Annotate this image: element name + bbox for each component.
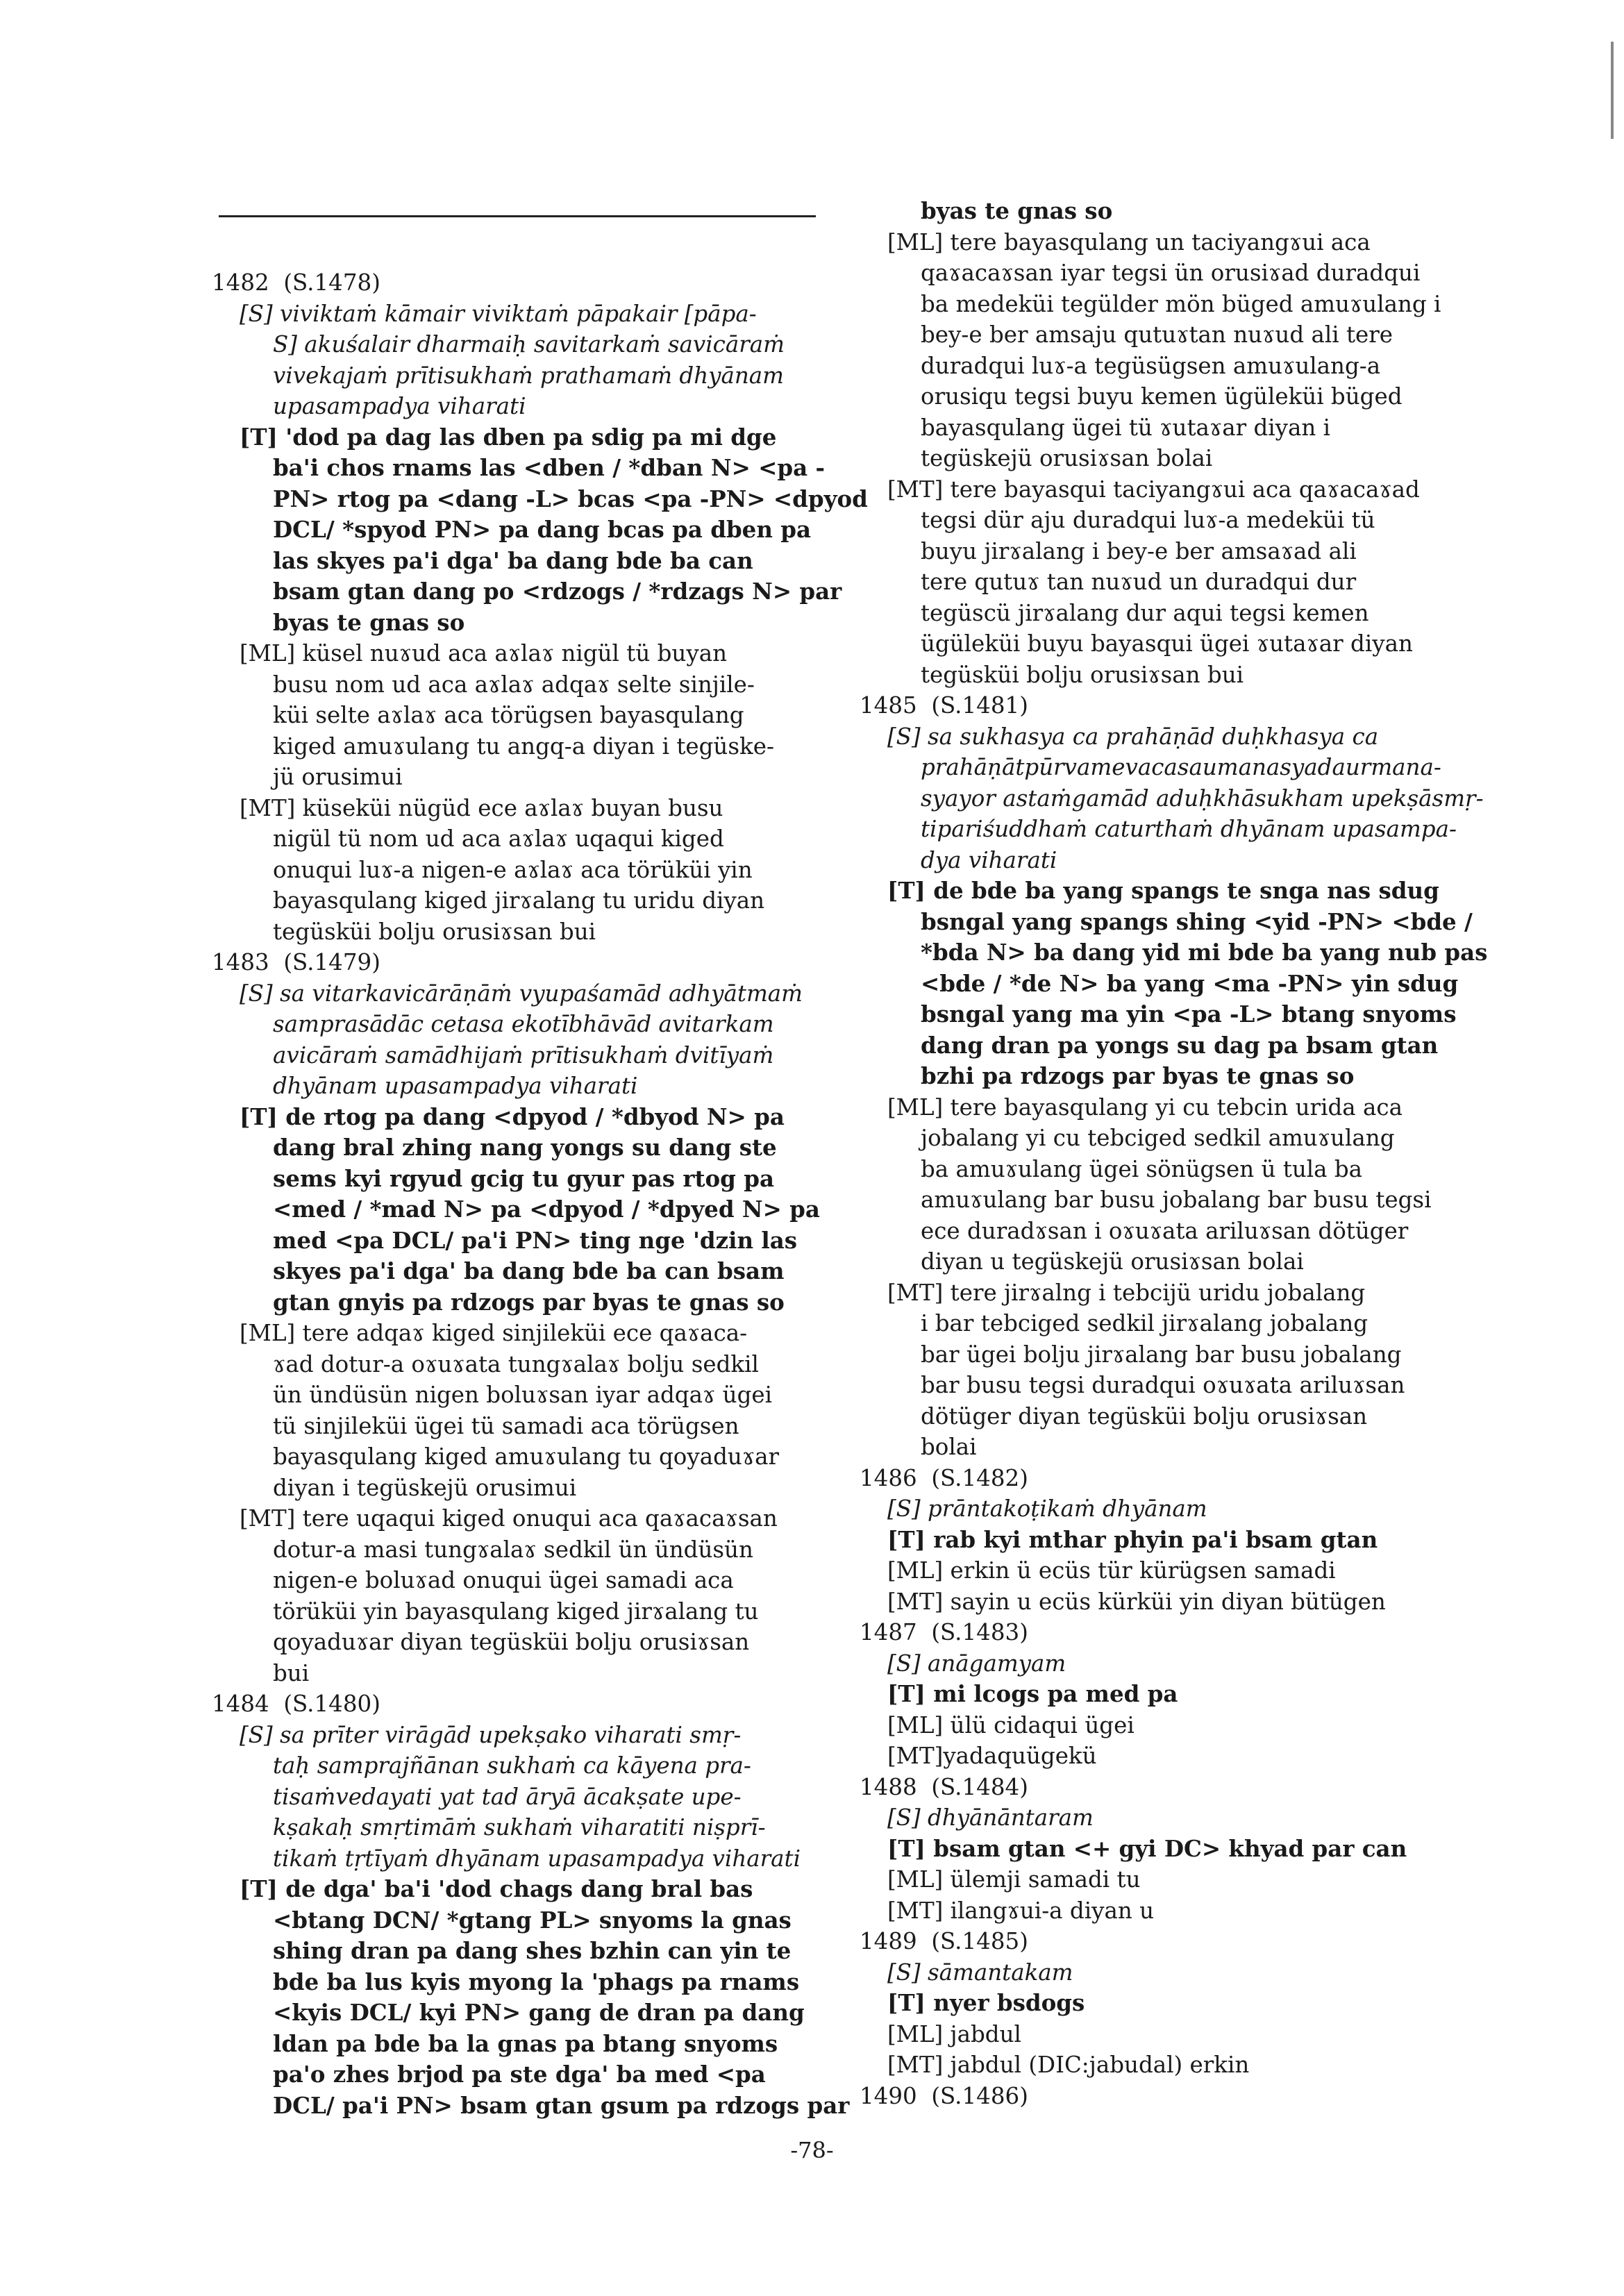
entry-text-line: DCL/ *spyod PN> pa dang bcas pa dben pa — [273, 516, 812, 543]
entry-text-line: orusiqu tegsi buyu kemen ügüleküi büged — [921, 383, 1403, 410]
entry-text-line: amuɤulang bar busu jobalang bar busu tegsi — [921, 1187, 1432, 1213]
entry-text-line: ügüleküi buyu bayasqui ügei ɤutaɤar diyan — [921, 630, 1413, 657]
entry-text-line: samprasādāc cetasa ekotībhāvād avitarkam — [273, 1011, 774, 1037]
entry-text-line: dang bral zhing nang yongs su dang ste — [273, 1134, 777, 1161]
entry-text-line: <med / *mad N> pa <dpyod / *dpyed N> pa — [273, 1196, 820, 1223]
entry-text-line: diyan u tegüskejü orusiɤsan bolai — [921, 1248, 1304, 1275]
entry-text-line: [S] dhyānāntaram — [887, 1804, 1094, 1831]
entry-number: 1486 (S.1482) — [860, 1464, 1028, 1491]
entry-text-line: [ML] erkin ü ecüs tür kürügsen samadi — [887, 1557, 1336, 1584]
entry-text-line: tegüskejü orusiɤsan bolai — [921, 445, 1213, 471]
entry-number: 1485 (S.1481) — [860, 692, 1028, 719]
entry-number: 1487 (S.1483) — [860, 1619, 1028, 1645]
entry-text-line: qoyaduɤar diyan tegüsküi bolju orusiɤsan — [273, 1629, 750, 1655]
entry-text-line: tikaṁ tṛtīyaṁ dhyānam upasampadya viharati — [273, 1845, 801, 1872]
entry-text-line: dotur-a masi tungɤalaɤ sedkil ün ündüsün — [273, 1536, 753, 1563]
entry-text-line: vivekajaṁ prītisukhaṁ prathamaṁ dhyānam — [273, 362, 784, 389]
entry-text-line: jobalang yi cu tebciged sedkil amuɤulang — [921, 1125, 1395, 1151]
entry-number: 1482 (S.1478) — [212, 269, 380, 296]
entry-text-line: sems kyi rgyud gcig tu gyur pas rtog pa — [273, 1164, 774, 1192]
entry-text-line: <btang DCN/ *gtang PL> snyoms la gnas — [273, 1906, 792, 1934]
entry-text-line: bui — [273, 1659, 310, 1686]
entry-text-line: busu nom ud aca aɤlaɤ adqaɤ selte sinjile- — [273, 671, 755, 698]
entry-text-line: [MT] sayin u ecüs kürküi yin diyan bütügen — [887, 1588, 1386, 1615]
entry-text-line: upasampadya viharati — [273, 393, 526, 419]
entry-text-line: [MT] tere uqaqui kiged onuqui aca qaɤacaɤsan — [240, 1505, 778, 1532]
entry-text-line: [ML] tere adqaɤ kiged sinjileküi ece qaɤaca- — [240, 1320, 748, 1346]
entry-text-line: avicāraṁ samādhijaṁ prītisukhaṁ dvitīyaṁ — [273, 1041, 774, 1069]
entry-text-line: PN> rtog pa <dang -L> bcas <pa -PN> <dpyod — [273, 485, 868, 512]
entry-text-line: bar ügei bolju jirɤalang bar busu jobalang — [921, 1341, 1402, 1368]
entry-text-line: tegüsküi bolju orusiɤsan bui — [273, 918, 596, 945]
entry-text-line: tisaṁvedayati yat tad āryā ācakṣate upe- — [273, 1783, 742, 1810]
entry-text-line: bsngal yang ma yin <pa -L> btang snyoms — [921, 1000, 1457, 1028]
top-rule — [219, 215, 816, 217]
entry-text-line: törüküi yin bayasqulang kiged jirɤalang tu — [273, 1598, 759, 1625]
entry-text-line: kṣakaḥ smṛtimāṁ sukhaṁ viharatiti niṣprī- — [273, 1814, 766, 1841]
entry-text-line: [S] viviktaṁ kāmair viviktaṁ pāpakair [pāpa- — [240, 300, 757, 327]
entry-number: 1489 (S.1485) — [860, 1928, 1028, 1954]
entry-text-line: bolai — [921, 1434, 977, 1460]
entry-text-line: [ML] tere bayasqulang yi cu tebcin urida aca — [887, 1093, 1403, 1121]
entry-text-line: qaɤacaɤsan iyar tegsi ün orusiɤad duradqui — [921, 260, 1421, 286]
entry-text-line: med <pa DCL/ pa'i PN> ting nge 'dzin las — [273, 1226, 798, 1254]
entry-text-line: duradqui luɤ-a tegüsügsen amuɤulang-a — [921, 352, 1381, 379]
entry-text-line: bzhi pa rdzogs par byas te gnas so — [921, 1062, 1355, 1089]
entry-text-line: [T] rab kyi mthar phyin pa'i bsam gtan — [887, 1525, 1378, 1553]
entry-text-line: [S] anāgamyam — [887, 1650, 1066, 1677]
entry-text-line: [T] de bde ba yang spangs te snga nas sdug — [887, 877, 1439, 904]
entry-text-line: [T] mi lcogs pa med pa — [887, 1680, 1178, 1707]
entry-text-line: ldan pa bde ba la gnas pa btang snyoms — [273, 2029, 778, 2057]
entry-text-line: ece duradɤsan i oɤuɤata ariluɤsan dötüger — [921, 1217, 1409, 1244]
entry-text-line: [MT] jabdul (DIC:jabudal) erkin — [887, 2052, 1250, 2078]
entry-text-line: byas te gnas so — [273, 608, 465, 636]
entry-text-line: buyu jirɤalang i bey-e ber amsaɤad ali — [921, 537, 1357, 564]
page-number: -78- — [790, 2137, 834, 2163]
entry-text-line: shing dran pa dang shes bzhin can yin te — [273, 1937, 792, 1964]
entry-text-line: S] akuśalair dharmaiḥ savitarkaṁ savicāraṁ — [273, 331, 785, 358]
entry-text-line: [ML] ülü cidaqui ügei — [887, 1711, 1135, 1738]
entry-text-line: bde ba lus kyis myong la 'phags pa rnams — [273, 1968, 800, 1995]
entry-text-line: [T] nyer bsdogs — [887, 1989, 1085, 2016]
entry-text-line: tere qutuɤ tan nuɤud un duradqui dur — [921, 569, 1357, 595]
entry-text-line: ba medeküi tegülder mön büged amuɤulang i — [921, 290, 1441, 317]
entry-text-line: gtan gnyis pa rdzogs par byas te gnas so — [273, 1288, 785, 1316]
entry-text-line: bayasqulang kiged amuɤulang tu qoyaduɤar — [273, 1443, 780, 1470]
entry-text-line: pa'o zhes brjod pa ste dga' ba med <pa — [273, 2061, 766, 2088]
entry-text-line: *bda N> ba dang yid mi bde ba yang nub pas — [921, 939, 1488, 966]
entry-text-line: ün ündüsün nigen boluɤsan iyar adqaɤ ügei — [273, 1382, 773, 1408]
entry-number: 1490 (S.1486) — [860, 2082, 1028, 2109]
entry-text-line: syayor astaṁgamād aduḥkhāsukham upekṣāsmṛ- — [921, 785, 1484, 812]
entry-text-line: [T] bsam gtan <+ gyi DC> khyad par can — [887, 1834, 1407, 1862]
entry-text-line: ba amuɤulang ügei sönügsen ü tula ba — [921, 1155, 1363, 1182]
entry-text-line: küi selte aɤlaɤ aca törügsen bayasqulang — [273, 702, 744, 728]
entry-text-line: [MT] tere bayasqui taciyangɤui aca qaɤacaɤad — [887, 476, 1420, 503]
entry-text-line: DCL/ pa'i PN> bsam gtan gsum pa rdzogs par — [273, 2091, 850, 2119]
right-column — [860, 196, 1519, 2111]
left-column — [212, 267, 868, 2121]
entry-text-line: [S] sāmantakam — [887, 1959, 1073, 1986]
entry-text-line: tipariśuddhaṁ caturthaṁ dhyānam upasampa- — [921, 816, 1457, 842]
entry-number: 1488 (S.1484) — [860, 1773, 1028, 1800]
entry-text-line: bsngal yang spangs shing <yid -PN> <bde / — [921, 907, 1473, 935]
entry-text-line: byas te gnas so — [921, 197, 1113, 224]
entry-text-line: tegsi dür aju duradqui luɤ-a medeküi tü — [921, 507, 1375, 533]
entry-text-line: dang dran pa yongs su dag pa bsam gtan — [921, 1031, 1439, 1059]
entry-text-line: ɤad dotur-a oɤuɤata tungɤalaɤ bolju sedkil — [273, 1350, 759, 1377]
entry-text-line: las skyes pa'i dga' ba dang bde ba can — [273, 546, 753, 574]
entry-text-line: bayasqulang ügei tü ɤutaɤar diyan i — [921, 414, 1331, 441]
entry-text-line: [T] 'dod pa dag las dben pa sdig pa mi dge — [240, 423, 777, 451]
entry-text-line: onuqui luɤ-a nigen-e aɤlaɤ aca törüküi yin — [273, 856, 753, 883]
entry-text-line: tü sinjileküi ügei tü samadi aca törügsen — [273, 1412, 739, 1439]
entry-text-line: <bde / *de N> ba yang <ma -PN> yin sdug — [921, 969, 1459, 997]
entry-text-line: diyan i tegüskejü orusimui — [273, 1474, 577, 1501]
entry-text-line: [MT]yadaquügekü — [887, 1743, 1097, 1769]
entry-text-line: tegüsküi bolju orusiɤsan bui — [921, 661, 1244, 688]
entry-text-line: i bar tebciged sedkil jirɤalang jobalang — [921, 1310, 1368, 1336]
entry-text-line: bar busu tegsi duradqui oɤuɤata ariluɤsan — [921, 1372, 1405, 1398]
entry-text-line: kiged amuɤulang tu angq-a diyan i tegüske- — [273, 732, 774, 760]
entry-text-line: [S] sa prīter virāgād upekṣako viharati smṛ- — [240, 1721, 742, 1748]
entry-text-line: bsam gtan dang po <rdzogs / *rdzags N> par — [273, 578, 842, 605]
entry-text-line: [T] de rtog pa dang <dpyod / *dbyod N> pa — [240, 1103, 785, 1130]
entry-text-line: taḥ samprajñānan sukhaṁ ca kāyena pra- — [273, 1752, 751, 1779]
entry-text-line: [S] sa sukhasya ca prahāṇād duḥkhasya ca — [887, 723, 1379, 750]
entry-text-line: [S] prāntakoṭikaṁ dhyānam — [887, 1495, 1207, 1522]
entry-text-line: prahāṇātpūrvamevacasaumanasyadaurmana- — [921, 754, 1441, 780]
entry-text-line: bayasqulang kiged jirɤalang tu uridu diyan — [273, 887, 765, 914]
entry-text-line: ba'i chos rnams las <dben / *dban N> <pa - — [273, 454, 825, 481]
entry-text-line: [ML] ülemji samadi tu — [887, 1866, 1141, 1893]
entry-text-line: skyes pa'i dga' ba dang bde ba can bsam — [273, 1257, 785, 1284]
entry-text-line: [T] de dga' ba'i 'dod chags dang bral bas — [240, 1875, 753, 1902]
entry-text-line: <kyis DCL/ kyi PN> gang de dran pa dang — [273, 1999, 805, 2026]
entry-text-line: [MT] ilangɤui-a diyan u — [887, 1897, 1155, 1924]
entry-text-line: tegüscü jirɤalang dur aqui tegsi kemen — [921, 599, 1369, 626]
entry-text-line: jü orusimui — [273, 764, 403, 790]
entry-text-line: [S] sa vitarkavicārāṇāṁ vyupaśamād adhyātmaṁ — [240, 980, 803, 1007]
entry-text-line: nigen-e boluɤad onuqui ügei samadi aca — [273, 1567, 734, 1593]
entry-text-line: [MT] küseküi nügüd ece aɤlaɤ buyan busu — [240, 794, 723, 821]
entry-text-line: dya viharati — [921, 846, 1057, 873]
entry-text-line: nigül tü nom ud aca aɤlaɤ uqaqui kiged — [273, 826, 724, 852]
entry-text-line: [ML] küsel nuɤud aca aɤlaɤ nigül tü buyan — [240, 640, 728, 667]
entry-number: 1483 (S.1479) — [212, 949, 380, 975]
entry-text-line: dötüger diyan tegüsküi bolju orusiɤsan — [921, 1402, 1368, 1430]
entry-text-line: bey-e ber amsaju qutuɤtan nuɤud ali tere — [921, 321, 1393, 348]
entry-text-line: [ML] jabdul — [887, 2020, 1021, 2047]
entry-text-line: dhyānam upasampadya viharati — [273, 1073, 638, 1099]
entry-number: 1484 (S.1480) — [212, 1691, 380, 1717]
entry-text-line: [ML] tere bayasqulang un taciyangɤui aca — [887, 228, 1371, 255]
binding-edge-mark — [1611, 42, 1614, 139]
entry-text-line: [MT] tere jirɤalng i tebcijü uridu jobalang — [887, 1279, 1366, 1306]
